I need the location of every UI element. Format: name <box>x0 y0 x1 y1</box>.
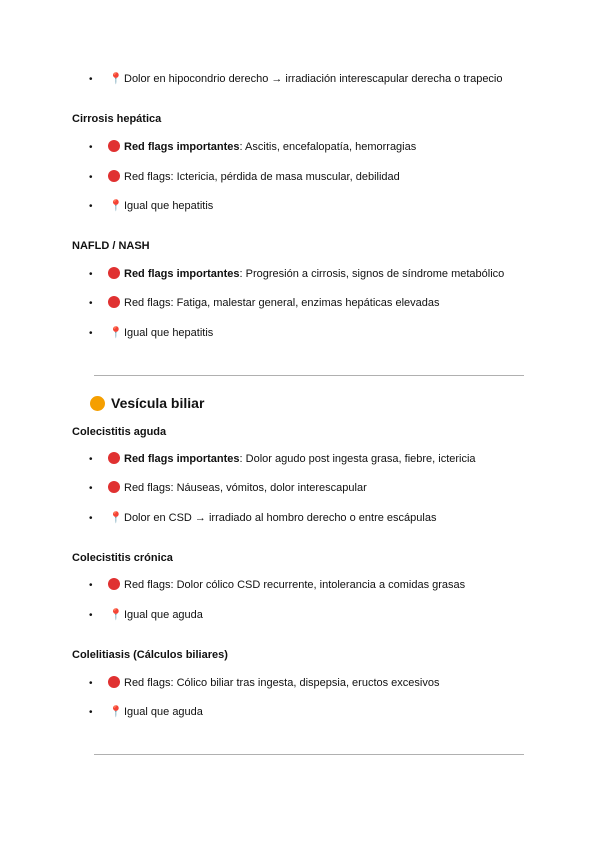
bullet-icon: • <box>89 201 93 212</box>
list-item-text: Red flags: Cólico biliar tras ingesta, dispepsia, eructos excesivos <box>124 677 440 689</box>
list-item <box>89 452 476 467</box>
list-item <box>89 199 213 214</box>
list-item <box>89 267 504 282</box>
red-circle-icon <box>108 676 120 688</box>
list-item-text: Red flags: Ictericia, pérdida de masa muscular, debilidad <box>124 171 400 183</box>
important-label: Red flags importantes <box>124 141 240 153</box>
red-circle-icon <box>108 452 120 464</box>
list-item <box>89 705 203 720</box>
section-heading-colecistitis-cronica: Colecistitis crónica <box>72 552 173 564</box>
pin-icon: 📍 <box>109 73 123 85</box>
bullet-icon: • <box>89 610 93 621</box>
red-circle-icon <box>108 267 120 279</box>
list-item <box>89 578 465 593</box>
list-item-text: Igual que aguda <box>124 706 203 718</box>
divider <box>94 375 524 376</box>
list-item-text: Dolor en CSD → irradiado al hombro derecho o entre escápulas <box>124 512 437 524</box>
list-item-text: Red flags: Náuseas, vómitos, dolor interescapular <box>124 482 367 494</box>
section-title-vesicula <box>90 395 204 411</box>
list-item <box>89 72 503 87</box>
list-item <box>89 676 439 691</box>
divider <box>94 754 524 755</box>
bullet-icon: • <box>89 74 93 85</box>
list-item-text: : Progresión a cirrosis, signos de síndrome metabólico <box>239 268 505 280</box>
red-circle-icon <box>108 170 120 182</box>
list-item-text: Red flags: Dolor cólico CSD recurrente, intolerancia a comidas grasas <box>124 579 466 591</box>
pin-icon: 📍 <box>109 200 123 212</box>
bullet-icon: • <box>89 513 93 524</box>
section-heading-cirrosis: Cirrosis hepática <box>72 113 162 125</box>
bullet-icon: • <box>89 269 93 280</box>
red-circle-icon <box>108 140 120 152</box>
red-circle-icon <box>108 296 120 308</box>
section-heading-nafld: NAFLD / NASH <box>72 240 150 252</box>
red-circle-icon <box>108 578 120 590</box>
list-item <box>89 608 203 623</box>
bullet-icon: • <box>89 142 93 153</box>
list-item <box>89 296 440 311</box>
bullet-icon: • <box>89 172 93 183</box>
bullet-icon: • <box>89 483 93 494</box>
orange-circle-icon <box>90 396 105 411</box>
list-item-text: Dolor en hipocondrio derecho → irradiación interescapular derecha o trapecio <box>124 73 503 85</box>
list-item <box>89 481 367 496</box>
list-item-text: Red flags: Fatiga, malestar general, enzimas hepáticas elevadas <box>124 297 440 309</box>
section-heading-colecistitis-aguda: Colecistitis aguda <box>72 426 167 438</box>
list-item-text: Igual que hepatitis <box>124 327 214 339</box>
list-item <box>89 170 400 185</box>
section-heading-colelitiasis: Colelitiasis (Cálculos biliares) <box>72 649 228 661</box>
pin-icon: 📍 <box>109 327 123 339</box>
bullet-icon: • <box>89 678 93 689</box>
important-label: Red flags importantes <box>124 268 240 280</box>
bullet-icon: • <box>89 454 93 465</box>
bullet-icon: • <box>89 580 93 591</box>
list-item <box>89 140 416 155</box>
list-item-text: Igual que hepatitis <box>124 200 214 212</box>
red-circle-icon <box>108 481 120 493</box>
list-item <box>89 326 213 341</box>
pin-icon: 📍 <box>109 706 123 718</box>
bullet-icon: • <box>89 328 93 339</box>
bullet-icon: • <box>89 298 93 309</box>
bullet-icon: • <box>89 707 93 718</box>
list-item-text: Igual que aguda <box>124 609 203 621</box>
pin-icon: 📍 <box>109 609 123 621</box>
list-item-text: : Dolor agudo post ingesta grasa, fiebre, ictericia <box>239 453 476 465</box>
list-item <box>89 511 436 526</box>
section-title-text: Vesícula biliar <box>111 395 205 411</box>
list-item-text: : Ascitis, encefalopatía, hemorragias <box>239 141 417 153</box>
pin-icon: 📍 <box>109 512 123 524</box>
important-label: Red flags importantes <box>124 453 240 465</box>
